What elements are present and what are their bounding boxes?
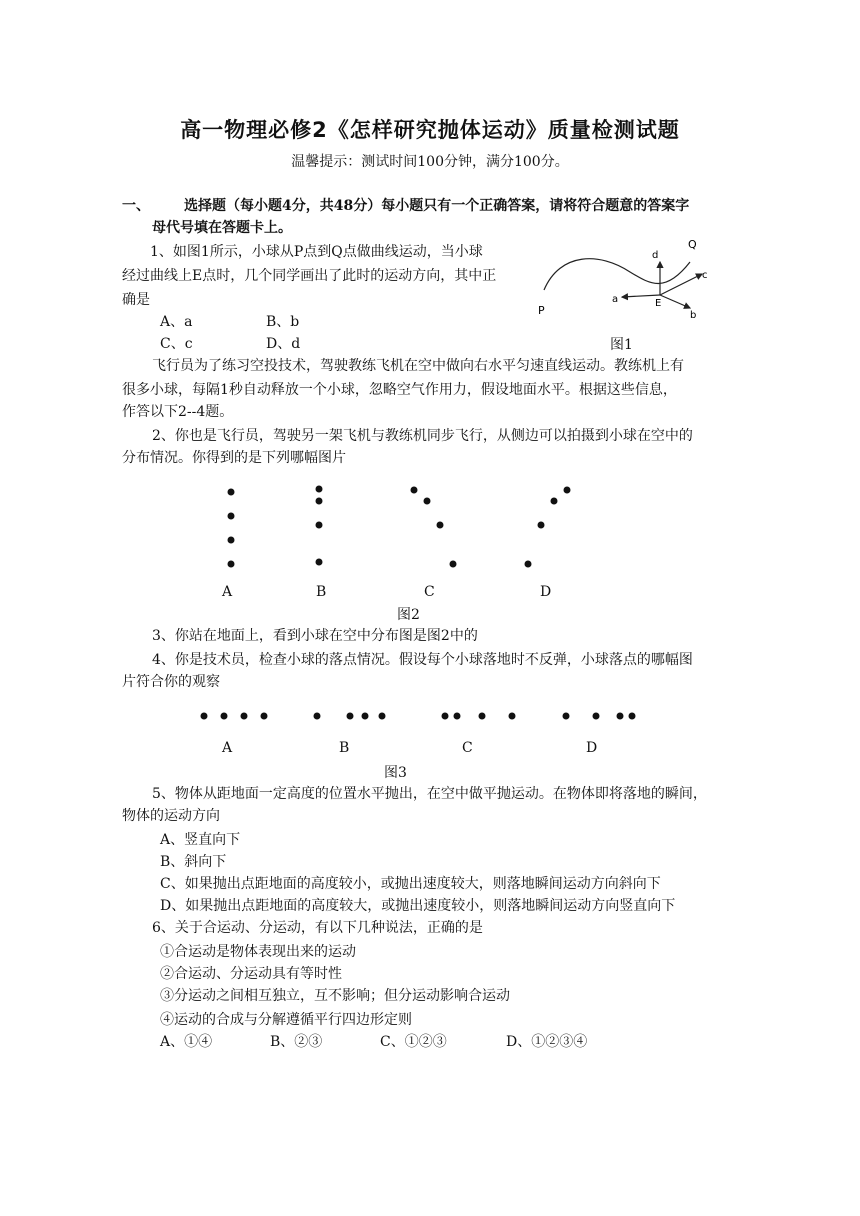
q6-option-a: A、①④ [160, 1034, 213, 1050]
label-c: c [702, 270, 708, 281]
q6-option-b: B、②③ [270, 1034, 323, 1050]
q5-option-a: A、竖直向下 [160, 832, 241, 848]
fig3-label-b: B [339, 740, 350, 756]
figure-1-diagram [530, 232, 730, 332]
q6-statement-4: ④运动的合成与分解遵循平行四边形定则 [160, 1012, 412, 1028]
q1-option-a: A、a [160, 314, 193, 330]
q1-option-c: C、c [160, 336, 193, 352]
q1-option-b: B、b [266, 314, 300, 330]
q5-option-b: B、斜向下 [160, 854, 227, 870]
q1-line2: 经过曲线上E点时，几个同学画出了此时的运动方向，其中正 [122, 268, 497, 284]
q5-option-c: C、如果抛出点距地面的高度较小，或抛出速度较大，则落地瞬间运动方向斜向下 [160, 876, 661, 892]
q6-option-c: C、①②③ [380, 1034, 447, 1050]
fig2-label-a: A [222, 584, 233, 600]
q2-line2: 分布情况。你得到的是下列哪幅图片 [122, 450, 346, 466]
intro-line1: 飞行员为了练习空投技术，驾驶教练飞机在空中做向右水平匀速直线运动。教练机上有 [152, 358, 684, 374]
fig2-label-c: C [424, 584, 435, 600]
trajectory-curve [544, 259, 690, 290]
intro-line2: 很多小球，每隔1秒自动释放一个小球，忽略空气作用力，假设地面水平。根据这些信息， [122, 382, 677, 398]
arrow-b [660, 295, 690, 308]
q1-line3: 确是 [122, 292, 150, 308]
fig3-label-c: C [462, 740, 473, 756]
q6-statement-2: ②合运动、分运动具有等时性 [160, 966, 342, 982]
label-Q: Q [688, 238, 697, 251]
fig3-option-c-dots [442, 713, 516, 720]
q3-text: 3、你站在地面上，看到小球在空中分布图是图2中的 [152, 628, 478, 644]
q1-option-d: D、d [266, 336, 301, 352]
label-b: b [690, 310, 697, 321]
arrow-c [660, 274, 702, 295]
fig3-option-a-dots [201, 713, 268, 720]
fig3-label-d: D [586, 740, 598, 756]
figure-3-diagram [195, 706, 645, 726]
exam-tip: 温馨提示：测试时间100分钟，满分100分。 [291, 154, 569, 170]
q5-line2: 物体的运动方向 [122, 808, 220, 824]
fig3-option-b-dots [314, 713, 386, 720]
q1-line1: 1、如图1所示，小球从P点到Q点做曲线运动，当小球 [150, 244, 483, 260]
fig2-option-d-dots [525, 487, 571, 568]
fig3-option-d-dots [563, 713, 636, 720]
q6-statement-3: ③分运动之间相互独立，互不影响；但分运动影响合运动 [160, 988, 510, 1004]
page-title: 高一物理必修2《怎样研究抛体运动》质量检测试题 [180, 118, 680, 142]
label-E: E [655, 298, 662, 309]
label-a: a [612, 294, 619, 305]
fig2-option-a-dots [228, 489, 235, 568]
figure-3-caption: 图3 [384, 765, 407, 781]
fig2-option-b-dots [316, 486, 323, 566]
section-number: 一、 [122, 198, 150, 214]
q6-stem: 6、关于合运动、分运动，有以下几种说法，正确的是 [152, 920, 483, 936]
q4-line1: 4、你是技术员，检查小球的落点情况。假设每个小球落地时不反弹，小球落点的哪幅图 [152, 652, 693, 668]
fig3-label-a: A [222, 740, 233, 756]
fig2-label-b: B [316, 584, 327, 600]
q5-line1: 5、物体从距地面一定高度的位置水平抛出，在空中做平抛运动。在物体即将落地的瞬间， [152, 786, 707, 802]
label-d: d [652, 250, 659, 261]
arrow-a [622, 295, 660, 297]
q2-line1: 2、你也是飞行员，驾驶另一架飞机与教练机同步飞行，从侧边可以拍摄到小球在空中的 [152, 428, 693, 444]
q6-option-d: D、①②③④ [506, 1034, 588, 1050]
fig2-option-c-dots [411, 487, 457, 568]
figure-2-diagram [200, 480, 600, 580]
section-heading-line1: 选择题（每小题4分，共48分）每小题只有一个正确答案，请将符合题意的答案字 [184, 198, 690, 214]
section-heading-line2: 母代号填在答题卡上。 [152, 220, 292, 236]
label-P: P [538, 304, 545, 317]
q4-line2: 片符合你的观察 [122, 674, 220, 690]
figure-2-caption: 图2 [397, 607, 420, 623]
fig2-label-d: D [540, 584, 552, 600]
q5-option-d: D、如果抛出点距地面的高度较大，或抛出速度较小，则落地瞬间运动方向竖直向下 [160, 898, 676, 914]
figure-1-caption: 图1 [610, 337, 633, 353]
intro-line3: 作答以下2--4题。 [122, 404, 234, 420]
q6-statement-1: ①合运动是物体表现出来的运动 [160, 944, 356, 960]
